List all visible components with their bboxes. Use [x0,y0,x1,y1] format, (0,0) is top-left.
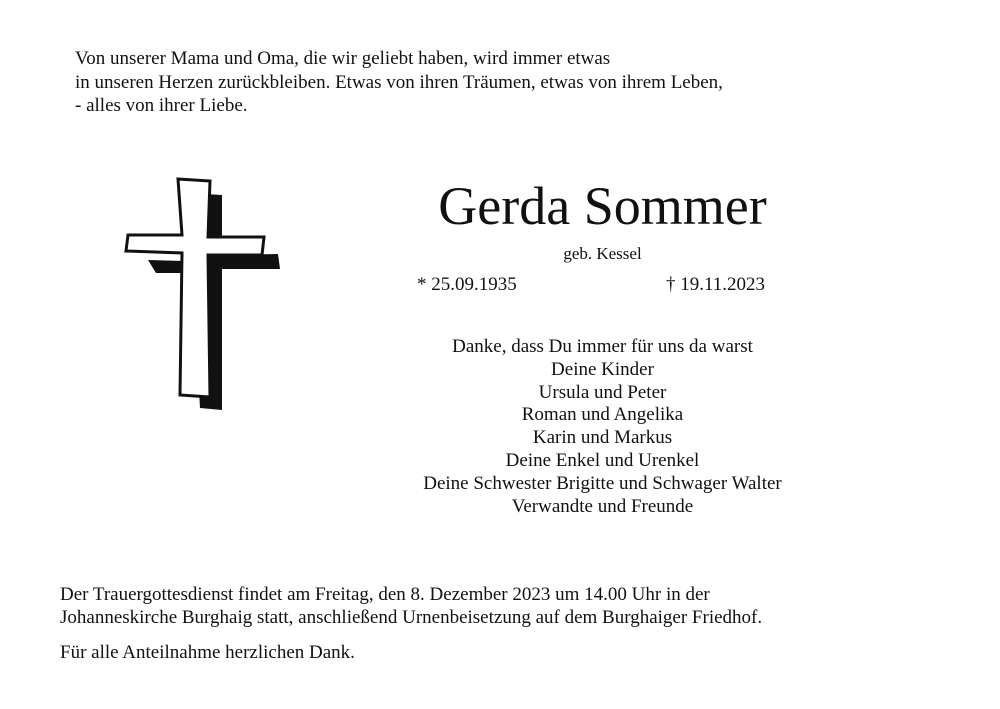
deceased-name: Gerda Sommer [438,176,767,236]
mourner-line: Ursula und Peter [538,381,667,403]
mourner-line: Karin und Markus [532,427,673,449]
memorial-quote [75,47,935,118]
mourners-list [330,336,875,518]
funeral-service-info [60,583,960,629]
closing-thanks: Für alle Anteilnahme herzlichen Dank. [60,642,355,663]
mourner-line: Verwandte und Freunde [511,495,694,517]
mourner-line: Deine Enkel und Urenkel [505,449,700,471]
mourner-line: Deine Schwester Brigitte und Schwager Walter [423,472,782,494]
thanks-line: Danke, dass Du immer für uns da warst [452,336,753,357]
service-line: Der Trauergottesdienst findet am Freitag, den 8. Dezember 2023 um 14.00 Uhr in der [60,584,710,605]
birth-date: * 25.09.1935 [417,274,517,295]
mourner-line: Roman und Angelika [521,404,684,426]
service-line: Johanneskirche Burghaig statt, anschließend Urnenbeisetzung auf dem Burghaiger Friedhof. [60,607,763,628]
quote-line: Von unserer Mama und Oma, die wir geliebt haben, wird immer etwas [75,48,611,69]
maiden-name: geb. Kessel [563,244,642,263]
mourner-line: Deine Kinder [551,358,654,380]
quote-line: - alles von ihrer Liebe. [75,95,248,116]
death-date: † 19.11.2023 [666,274,766,295]
quote-line: in unseren Herzen zurückbleiben. Etwas von ihren Träumen, etwas von ihrem Leben, [75,71,723,93]
cross-icon [118,175,288,415]
